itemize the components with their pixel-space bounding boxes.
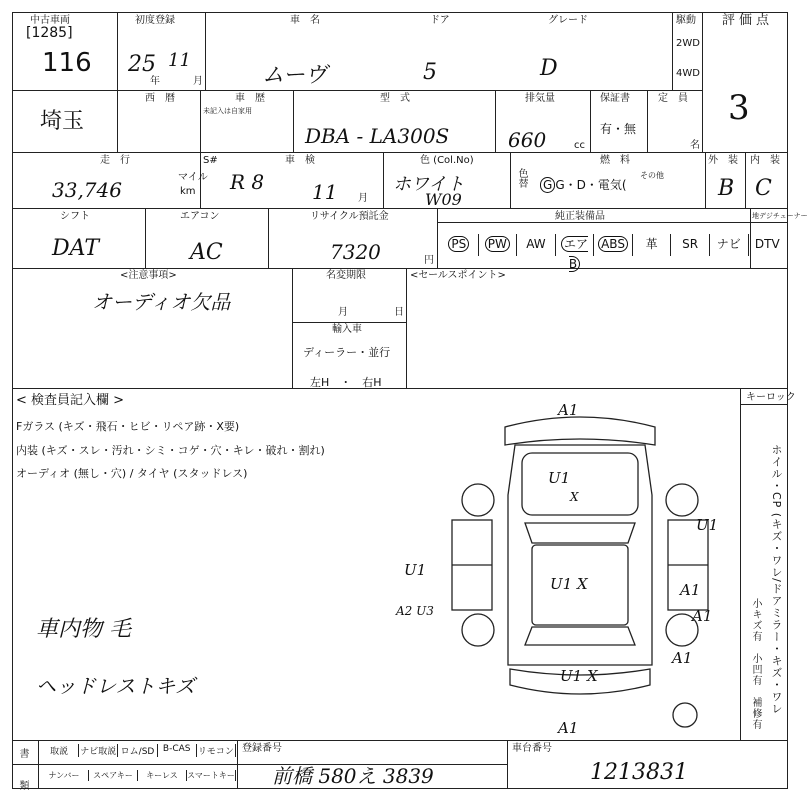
interior-label: 内 装: [750, 155, 780, 166]
vline-r1-b: [205, 12, 206, 90]
color: ホワイト: [393, 174, 465, 195]
vline-r1-c: [672, 12, 673, 90]
door-label: ドア: [430, 15, 450, 26]
sa-label: S#: [203, 155, 218, 166]
equipment-label: PS: [448, 236, 469, 252]
frame-left: [12, 12, 13, 788]
vline-inspector: [740, 388, 741, 740]
equipment-item: [555, 234, 594, 271]
import-label: 輸入車: [332, 324, 362, 335]
car-diagram: [396, 401, 730, 737]
divider-row3: [12, 208, 788, 209]
interior: C: [755, 176, 772, 201]
vline-r3-c: [510, 152, 511, 208]
equipment-label: ナビ: [716, 237, 741, 251]
score-label: 評価点: [722, 13, 774, 28]
vline-r4-a: [145, 208, 146, 268]
vline-f-a: [38, 740, 39, 788]
year-unit: 年: [150, 76, 160, 87]
name-change-month: 月: [338, 307, 348, 318]
mark-hood: U1: [548, 469, 571, 487]
recycle: 7320: [330, 240, 381, 264]
inspection-year: R 8: [230, 170, 265, 194]
divider-row1: [12, 90, 702, 91]
vline-r2-c: [495, 90, 496, 152]
handwriting-1: 車内物 毛: [36, 617, 131, 642]
color-label: 色 (Col.No): [420, 155, 474, 166]
drive-label: 駆動: [676, 15, 696, 26]
first-reg-label: 初度登録: [135, 15, 175, 26]
chassis-label: 中古車両: [30, 15, 70, 26]
color-no: W09: [425, 190, 462, 209]
vline-r1-a: [117, 12, 118, 152]
doc-item: B-CAS: [158, 744, 197, 757]
inspection-label: 車 検: [285, 155, 315, 166]
inspection-month: 11: [312, 180, 338, 204]
ac-label: エアコン: [180, 211, 220, 222]
doc-item: 取説: [40, 744, 79, 757]
inspection-month-unit: 月: [358, 193, 368, 204]
fixed-label: 定 員: [658, 93, 688, 104]
warranty-options: 有・無: [600, 122, 637, 136]
mark-left: U1: [404, 561, 427, 579]
displacement: 660: [508, 128, 547, 152]
hood: [522, 453, 638, 515]
divider-row5: [12, 388, 788, 389]
doc-item: キーレス: [138, 770, 187, 781]
yen-unit: 円: [424, 255, 434, 266]
cc-unit: cc: [574, 140, 585, 151]
divider-row2: [12, 152, 788, 153]
equipment-item: [478, 234, 517, 256]
vline-r2-d: [590, 90, 591, 152]
mark-right-front: U1: [696, 516, 719, 534]
equipment-list: [440, 234, 786, 271]
car-name-label: 車 名: [290, 15, 320, 26]
wheel-note: ホイル・CP (キズ・ワレ/ドアミラー・キズ・ワレ: [770, 444, 783, 715]
wheel-front-left: [462, 484, 494, 516]
fuel-g-circled: G: [540, 177, 555, 193]
equipment-item: [748, 234, 787, 256]
vline-r3-b: [383, 152, 384, 208]
mark-roof: U1 X: [550, 575, 588, 593]
vline-r3-d: [705, 152, 706, 208]
score: 3: [728, 88, 750, 128]
equipment-label: 純正装備品: [555, 211, 605, 222]
name-change-label: 名変期限: [326, 270, 366, 281]
equipment-item: [709, 234, 748, 256]
wheel-rear-left: [462, 614, 494, 646]
mark-front: A1: [558, 401, 579, 419]
mark-trunk: U1 X: [560, 667, 598, 685]
vline-r5-a: [292, 268, 293, 388]
shift: DAT: [52, 236, 99, 261]
history-note: 未記入は自家用: [203, 107, 252, 115]
shift-label: シフト: [60, 211, 90, 222]
doc-item: ナビ取説: [79, 744, 118, 757]
front-bumper: [505, 417, 655, 445]
equipment-label: ABS: [598, 236, 628, 252]
first-reg-month: 11: [168, 50, 191, 71]
vline-r1-d: [702, 12, 703, 152]
vline-r2-b: [293, 90, 294, 152]
doc-item: リモコン: [197, 744, 236, 757]
car-name: ムーヴ: [262, 63, 327, 88]
year-label: 西 暦: [145, 93, 175, 104]
exterior-label: 外 装: [708, 155, 738, 166]
hline-equip: [437, 222, 788, 223]
fuel-options-text: G・D・電気(: [555, 178, 627, 192]
exterior: B: [718, 176, 735, 201]
equipment-label: DTV: [754, 237, 780, 251]
interior-line: 内装 (キズ・スレ・汚れ・シミ・コゲ・穴・キレ・破れ・割れ): [16, 444, 325, 457]
doc-item: ナンバー: [40, 770, 89, 781]
lot-number: 116: [42, 48, 92, 78]
vline-f-b: [237, 740, 238, 788]
hline-r5-a: [292, 322, 406, 323]
small-marks: 小キズ有 小凹有 補修有: [750, 598, 761, 730]
footer-items-row1: [40, 744, 236, 757]
notes-label: <注意事項>: [120, 270, 177, 281]
mark-right-mid: A1: [680, 581, 701, 599]
prefecture: 埼玉: [40, 109, 85, 134]
mark-left-2: A2 U3: [396, 604, 434, 618]
month-unit: 月: [193, 76, 203, 87]
equipment-label: PW: [485, 236, 510, 252]
grade-label: グレード: [548, 15, 588, 26]
lot-bracket: [1285]: [26, 25, 73, 41]
vline-r4-b: [268, 208, 269, 268]
ac: AC: [190, 240, 223, 265]
mark-right-rear: A1: [672, 649, 693, 667]
displacement-label: 排気量: [525, 93, 555, 104]
wheel-front-right: [666, 484, 698, 516]
footer-items-row2: [40, 770, 236, 781]
mileage: 33,746: [52, 178, 122, 202]
model-label: 型 式: [380, 93, 410, 104]
doc-item: スマートキー: [187, 771, 235, 780]
drive-2wd: 2WD: [676, 38, 700, 49]
unit-km: km: [180, 186, 196, 197]
equipment-item: [516, 234, 555, 256]
keylock-label: キーロック: [746, 392, 796, 403]
person-unit: 名: [690, 140, 700, 151]
drive-4wd: 4WD: [676, 68, 700, 79]
reg-number-label: 登録番号: [242, 743, 282, 754]
equipment-label: AW: [526, 237, 546, 251]
equipment-label: エアB: [561, 236, 588, 272]
name-change-day: 日: [394, 307, 404, 318]
notes-text: オーディオ欠品: [92, 290, 231, 314]
equipment-item: [593, 234, 632, 256]
audio-line: オーディオ (無し・穴) / タイヤ (スタッドレス): [16, 467, 248, 480]
vline-r3-e: [745, 152, 746, 208]
mileage-label: 走 行: [100, 155, 130, 166]
warranty-label: 保証書: [600, 93, 630, 104]
history-label: 車 歴: [235, 93, 265, 104]
equipment-item: [670, 234, 709, 256]
mark-rear: A1: [558, 719, 579, 737]
handwriting-2: ヘッドレストキズ: [36, 674, 195, 698]
equipment-label: 革: [645, 237, 658, 251]
reg-number: 前橋 580え 3839: [272, 764, 434, 788]
doors: 5: [423, 60, 437, 85]
recycle-label: リサイクル預託金: [310, 211, 389, 222]
rear-glass: [525, 627, 635, 645]
doc-item: スペアキー: [89, 770, 138, 781]
fuel-options: [540, 178, 627, 192]
divider-row4: [12, 268, 788, 269]
equipment-item: [440, 234, 478, 256]
vline-r2-e: [647, 90, 648, 152]
fuel-other: その他: [640, 171, 664, 180]
vin: 1213831: [590, 760, 688, 785]
vin-label: 車台番号: [512, 743, 552, 754]
sales-label: <セールスポイント>: [410, 270, 506, 281]
fuel-label: 燃 料: [600, 155, 630, 166]
doc-item: ロム/SD: [118, 744, 157, 757]
vline-r4-c: [437, 208, 438, 268]
inspector-section-label: < 検査員記入欄 >: [16, 393, 125, 408]
docs-label: 書 類: [17, 748, 28, 796]
color-change-label: 色替: [516, 168, 527, 188]
unit-mile: マイル: [178, 172, 208, 183]
hline-keylock: [740, 404, 788, 405]
vline-r5-b: [406, 268, 407, 388]
equipment-item: [632, 234, 671, 256]
vline-r2-a: [200, 90, 201, 152]
tuner-label: 地デジチューナー: [752, 212, 808, 220]
dealer-parallel: ディーラー・並行: [303, 346, 391, 359]
vline-f-c: [507, 740, 508, 788]
glass-line: Fガラス (キズ・飛石・ヒビ・リペア跡・X要): [16, 420, 240, 433]
divider-footer: [12, 740, 788, 741]
first-reg-year: 25: [128, 52, 156, 77]
windshield: [525, 523, 635, 543]
handle-options: 左H ・ 右H: [310, 376, 382, 389]
mark-hood-2: X: [570, 490, 579, 504]
mark-right-door: A1: [692, 607, 713, 625]
spare-wheel: [673, 703, 697, 727]
grade: D: [540, 56, 558, 81]
equipment-label: SR: [682, 237, 699, 251]
model: DBA - LA300S: [305, 124, 450, 148]
